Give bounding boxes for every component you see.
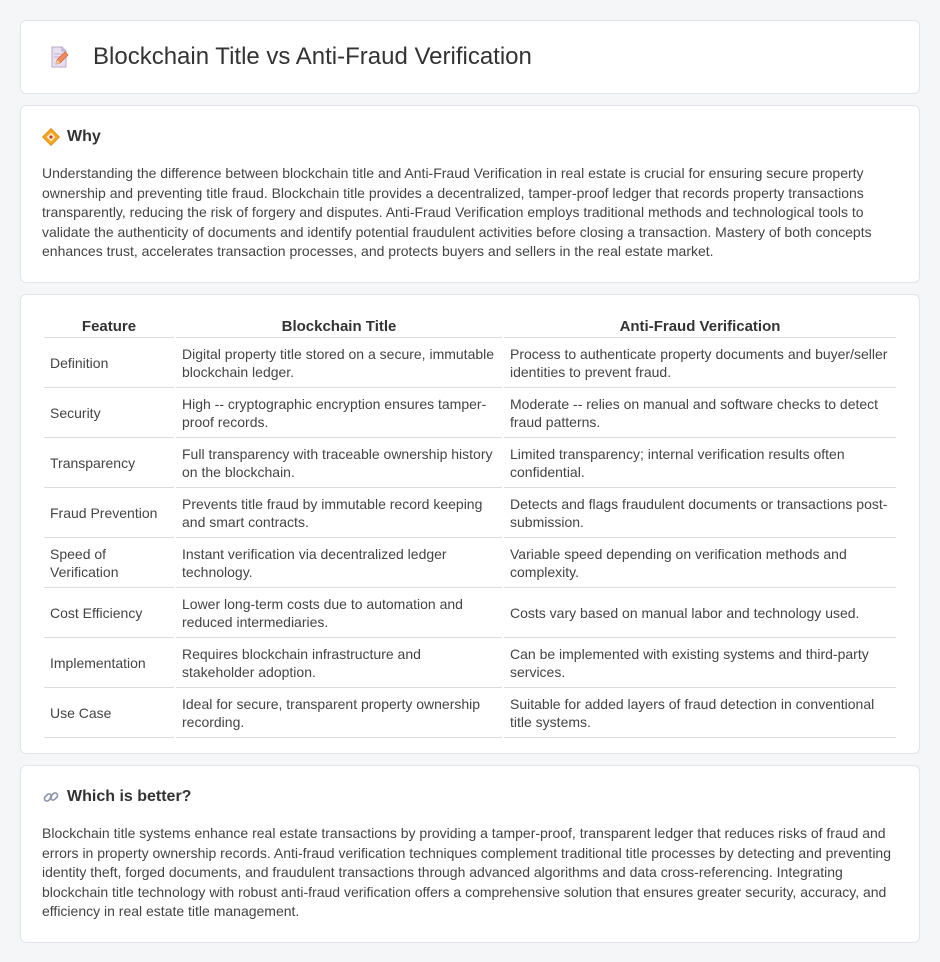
cell-anti-fraud: Process to authenticate property documents and buyer/seller identities to prevent fraud.	[504, 338, 896, 388]
diamond-sign-icon	[42, 128, 60, 146]
cell-blockchain: Full transparency with traceable ownership history on the blockchain.	[176, 438, 502, 488]
header-blockchain-title: Blockchain Title	[176, 315, 502, 338]
cell-feature: Definition	[44, 338, 174, 388]
comparison-table-card	[20, 294, 920, 754]
table-row	[44, 588, 896, 638]
cell-feature: Speed of Verification	[44, 538, 174, 588]
link-icon	[42, 788, 60, 806]
cell-anti-fraud: Limited transparency; internal verification results often confidential.	[504, 438, 896, 488]
table-row	[44, 488, 896, 538]
table-header-row	[44, 315, 896, 338]
table-row	[44, 338, 896, 388]
cell-blockchain: Ideal for secure, transparent property ownership recording.	[176, 688, 502, 738]
cell-anti-fraud: Can be implemented with existing systems and third-party services.	[504, 638, 896, 688]
better-heading-label: Which is better?	[67, 788, 192, 805]
cell-feature: Cost Efficiency	[44, 588, 174, 638]
why-heading	[42, 128, 898, 146]
header-card	[20, 20, 920, 94]
cell-anti-fraud: Costs vary based on manual labor and technology used.	[504, 588, 896, 638]
table-row	[44, 688, 896, 738]
better-text: Blockchain title systems enhance real estate transactions by providing a tamper-proof, transparent ledger that reduces risks of fraud and errors in property ownership records. Anti-fraud verification techniques complement traditional title processes by detecting and preventing identity theft, forged documents, and fraudulent transactions through advanced algorithms and data cross-referencing. Integrating blockchain title technology with robust anti-fraud verification offers a comprehensive solution that ensures greater security, accuracy, and efficiency in real estate title management.	[42, 825, 891, 920]
comparison-table	[42, 315, 898, 738]
better-heading	[42, 788, 898, 806]
cell-blockchain: Instant verification via decentralized ledger technology.	[176, 538, 502, 588]
cell-blockchain: High -- cryptographic encryption ensures tamper-proof records.	[176, 388, 502, 438]
table-row	[44, 638, 896, 688]
cell-feature: Fraud Prevention	[44, 488, 174, 538]
cell-anti-fraud: Moderate -- relies on manual and software checks to detect fraud patterns.	[504, 388, 896, 438]
cell-blockchain: Prevents title fraud by immutable record keeping and smart contracts.	[176, 488, 502, 538]
header-anti-fraud: Anti-Fraud Verification	[504, 315, 896, 338]
cell-blockchain: Digital property title stored on a secure, immutable blockchain ledger.	[176, 338, 502, 388]
table-row	[44, 438, 896, 488]
cell-anti-fraud: Variable speed depending on verification methods and complexity.	[504, 538, 896, 588]
why-text: Understanding the difference between blockchain title and Anti-Fraud Verification in real estate is crucial for ensuring secure property ownership and preventing title fraud. Blockchain title provides a decentralized, tamper-proof ledger that records property transactions transparently, reducing the risk of forgery and disputes. Anti-Fraud Verification employs traditional methods and technological tools to validate the authenticity of documents and identify potential fraudulent activities before closing a transaction. Mastery of both concepts enhances trust, accelerates transaction processes, and protects buyers and sellers in the real estate market.	[42, 165, 872, 260]
table-row	[44, 388, 896, 438]
cell-feature: Security	[44, 388, 174, 438]
which-is-better-section	[20, 765, 920, 943]
cell-feature: Use Case	[44, 688, 174, 738]
page-title: Blockchain Title vs Anti-Fraud Verification	[93, 43, 532, 70]
document-edit-icon	[47, 45, 71, 69]
header-feature: Feature	[44, 315, 174, 338]
why-heading-label: Why	[67, 128, 101, 145]
cell-anti-fraud: Suitable for added layers of fraud detection in conventional title systems.	[504, 688, 896, 738]
cell-feature: Implementation	[44, 638, 174, 688]
cell-feature: Transparency	[44, 438, 174, 488]
cell-anti-fraud: Detects and flags fraudulent documents or transactions post-submission.	[504, 488, 896, 538]
cell-blockchain: Requires blockchain infrastructure and stakeholder adoption.	[176, 638, 502, 688]
why-section	[20, 105, 920, 283]
cell-blockchain: Lower long-term costs due to automation and reduced intermediaries.	[176, 588, 502, 638]
table-row	[44, 538, 896, 588]
